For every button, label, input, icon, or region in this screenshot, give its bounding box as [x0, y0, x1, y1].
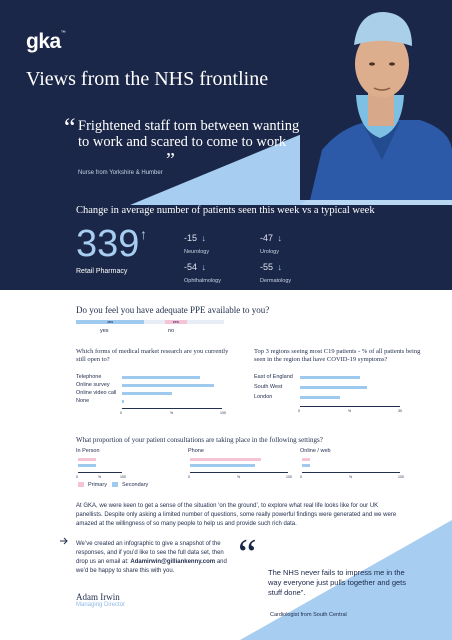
ppe-question: Do you feel you have adequate PPE available to you?	[76, 305, 270, 315]
signature-name: Adam Irwin	[76, 592, 120, 602]
bar-secondary	[78, 464, 96, 467]
stat-label: Urology	[260, 249, 279, 255]
bar	[300, 376, 360, 379]
patients-change-title: Change in average number of patients seen this week vs a typical week	[76, 205, 375, 216]
stat-value: -15	[184, 233, 198, 243]
legend-primary-label: Primary	[88, 482, 107, 488]
bar-secondary	[302, 464, 310, 467]
cta-text-end: and we’d be happy to share this with you.	[76, 559, 227, 574]
bar	[122, 376, 200, 379]
panel-title: Phone	[188, 448, 204, 454]
tick-label: 100	[398, 475, 404, 479]
tick-label: 100	[286, 475, 292, 479]
down-arrow-icon: ↓	[277, 262, 282, 272]
tick-label: %	[170, 411, 174, 415]
stat-dermatology	[260, 257, 291, 284]
quote-icon: “	[238, 532, 257, 578]
bar-label: Online survey	[76, 382, 110, 388]
x-axis	[78, 472, 122, 473]
up-arrow-icon: ↑	[140, 226, 147, 242]
arrow-right-icon	[60, 537, 69, 545]
ppe-no-bar: 15%	[165, 320, 187, 324]
stat-value: -55	[260, 262, 274, 272]
bar	[122, 392, 172, 395]
x-axis	[190, 472, 288, 473]
tick-label: 100	[120, 475, 126, 479]
hero-quote: Frightened staff torn between wanting to work and scared to come to work	[78, 118, 300, 150]
bar-label: London	[254, 394, 273, 400]
ppe-yes-bar: 46%	[76, 320, 144, 324]
bar-label: None	[76, 398, 90, 404]
stat-ophthalmology	[184, 257, 221, 284]
bar-secondary	[190, 464, 255, 467]
bar-primary	[302, 458, 310, 461]
x-axis	[302, 472, 400, 473]
down-arrow-icon: ↓	[277, 233, 282, 243]
tick-label: 100	[220, 411, 226, 415]
bar-label: South West	[254, 384, 283, 390]
chart2-title: Top 3 regions seeing most C19 patients - % of all patients being seen in the region that have COVID-19 symptoms?	[254, 348, 421, 363]
down-arrow-icon: ↓	[201, 233, 206, 243]
bar-label: East of England	[254, 374, 293, 380]
logo-tm: ™	[60, 30, 66, 36]
down-arrow-icon: ↓	[201, 262, 206, 272]
tick-label: 0	[188, 475, 190, 479]
stat-label: Neurology	[184, 249, 210, 255]
bar-primary	[78, 458, 96, 461]
legend-primary-swatch	[78, 482, 84, 487]
cta-text: We’ve created an infographic to give a snapshot of the responses, and if you’d like to see the full data set, then drop us an email at:	[76, 541, 224, 565]
tick-label: %	[98, 475, 102, 479]
bar-label: Telephone	[76, 374, 102, 380]
bar-label: Online video call	[76, 390, 117, 396]
retail-pharmacy-value: 339	[76, 223, 140, 265]
bar	[300, 386, 367, 389]
panel-title: In Person	[76, 448, 100, 454]
footer-quote-source: Cardiologist from South Central	[270, 612, 347, 618]
legend-secondary-swatch	[112, 482, 118, 487]
tick-label: 0	[120, 411, 122, 415]
stat-value: -54	[184, 262, 198, 272]
email-link[interactable]: Adamirwin@gilliankenny.com	[130, 559, 216, 565]
stat-neurology	[184, 228, 209, 255]
tick-label: %	[349, 475, 353, 479]
hero-quote-source: Nurse from Yorkshire & Humber	[78, 170, 163, 176]
tick-label: 30	[398, 409, 402, 413]
close-quote-icon: ”	[166, 149, 175, 171]
stat-value: -47	[260, 233, 274, 243]
signature-role: Managing Director	[76, 602, 126, 608]
gka-logo	[26, 30, 65, 54]
intro-paragraph: At GKA, we were keen to get a sense of the situation ‘on the ground’, to explore what real life looks like for our UK panellists. Despite only asking a limited number of questions, some really powerful findings were generated and we were amazed at the willingness of so many people to help us and provide such rich data.	[76, 503, 397, 527]
cta-paragraph	[76, 540, 236, 576]
tick-label: 0	[76, 475, 78, 479]
doctor-photo	[300, 0, 452, 200]
hero-banner	[0, 0, 452, 290]
x-axis	[300, 406, 400, 407]
tick-label: 0	[300, 475, 302, 479]
stat-urology	[260, 228, 282, 255]
chart3-title: What proportion of your patient consultations are taking place in the following settings?	[76, 436, 323, 444]
open-quote-icon: “	[64, 113, 76, 142]
page-title: Views from the NHS frontline	[26, 68, 269, 90]
legend-secondary-label: Secondary	[122, 482, 149, 488]
ppe-no-label: no	[168, 328, 175, 334]
bar	[300, 396, 340, 399]
tick-label: %	[237, 475, 241, 479]
stat-label: Ophthalmology	[184, 278, 221, 284]
retail-pharmacy-label: Retail Pharmacy	[76, 268, 128, 275]
panel-title: Online / web	[300, 448, 331, 454]
x-axis	[122, 408, 222, 409]
logo-text: gka	[26, 30, 61, 53]
tick-label: %	[348, 409, 352, 413]
tick-label: 0	[298, 409, 300, 413]
bar-primary	[190, 458, 261, 461]
chart1-title: Which forms of medical market research are you currently still open to?	[76, 348, 229, 363]
footer-quote: The NHS never fails to impress me in the way everyone just pulls together and gets stuff done”.	[268, 568, 406, 597]
bar	[122, 400, 124, 403]
ppe-yes-label: yes	[100, 328, 109, 334]
stat-label: Dermatology	[260, 278, 292, 284]
bar	[122, 384, 214, 387]
